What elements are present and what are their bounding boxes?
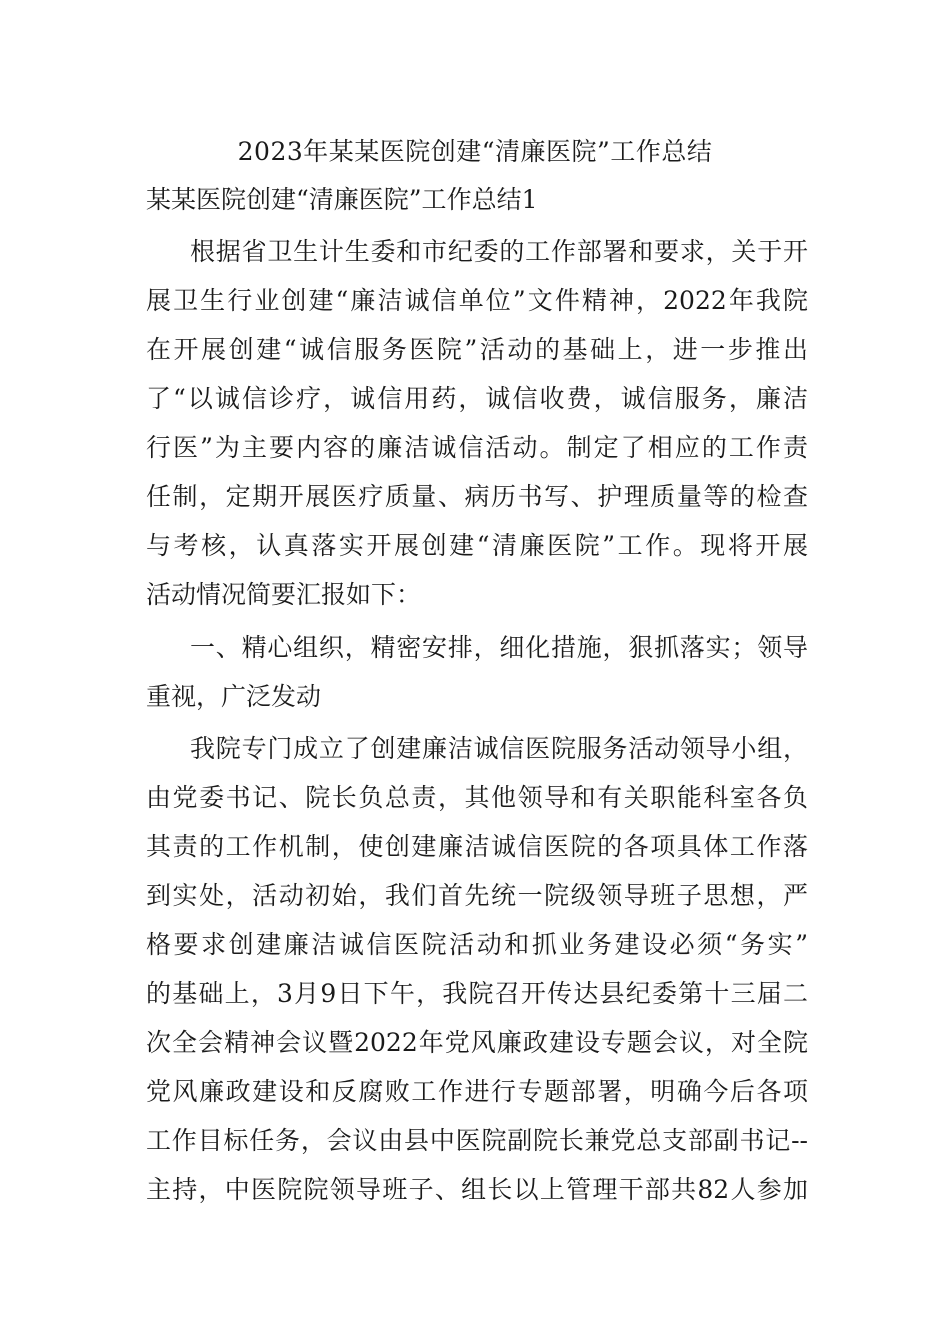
paragraph-line: 我院专门成立了创建廉洁诚信医院服务活动领导小组，: [190, 734, 808, 763]
paragraph-line: 展卫生行业创建“廉洁诚信单位”文件精神，2022年我院: [146, 286, 808, 315]
paragraph-line: 党风廉政建设和反腐败工作进行专题部署，明确今后各项: [146, 1077, 808, 1106]
paragraph-line: 的基础上，3月9日下午，我院召开传达县纪委第十三届二: [146, 979, 808, 1008]
paragraph-line: 任制，定期开展医疗质量、病历书写、护理质量等的检查: [146, 482, 808, 511]
paragraph-line: 到实处，活动初始，我们首先统一院级领导班子思想，严: [146, 881, 808, 910]
paragraph-line: 了“以诚信诊疗，诚信用药，诚信收费，诚信服务，廉洁: [146, 384, 808, 413]
paragraph-line: 主持，中医院院领导班子、组长以上管理干部共82人参加: [146, 1175, 808, 1204]
section-heading-line: 重视，广泛发动: [146, 682, 322, 711]
document-subtitle: 某某医院创建“清廉医院”工作总结1: [146, 185, 538, 214]
paragraph-line: 根据省卫生计生委和市纪委的工作部署和要求，关于开: [190, 237, 808, 266]
paragraph-line: 次全会精神会议暨2022年党风廉政建设专题会议，对全院: [146, 1028, 808, 1057]
paragraph-line: 工作目标任务，会议由县中医院副院长兼党总支部副书记--: [146, 1126, 808, 1155]
paragraph-line: 其责的工作机制，使创建廉洁诚信医院的各项具体工作落: [146, 832, 808, 861]
document-title: 2023年某某医院创建“清廉医院”工作总结: [237, 137, 713, 166]
paragraph-line: 行医”为主要内容的廉洁诚信活动。制定了相应的工作责: [146, 433, 808, 462]
paragraph-line: 在开展创建“诚信服务医院”活动的基础上，进一步推出: [146, 335, 808, 364]
paragraph-line: 由党委书记、院长负总责，其他领导和有关职能科室各负: [146, 783, 808, 812]
section-heading-line: 一、精心组织，精密安排，细化措施，狠抓落实；领导: [190, 633, 808, 662]
paragraph-line: 与考核，认真落实开展创建“清廉医院”工作。现将开展: [146, 531, 808, 560]
paragraph-line: 活动情况简要汇报如下：: [146, 580, 422, 609]
paragraph-line: 格要求创建廉洁诚信医院活动和抓业务建设必须“务实”: [146, 930, 808, 959]
